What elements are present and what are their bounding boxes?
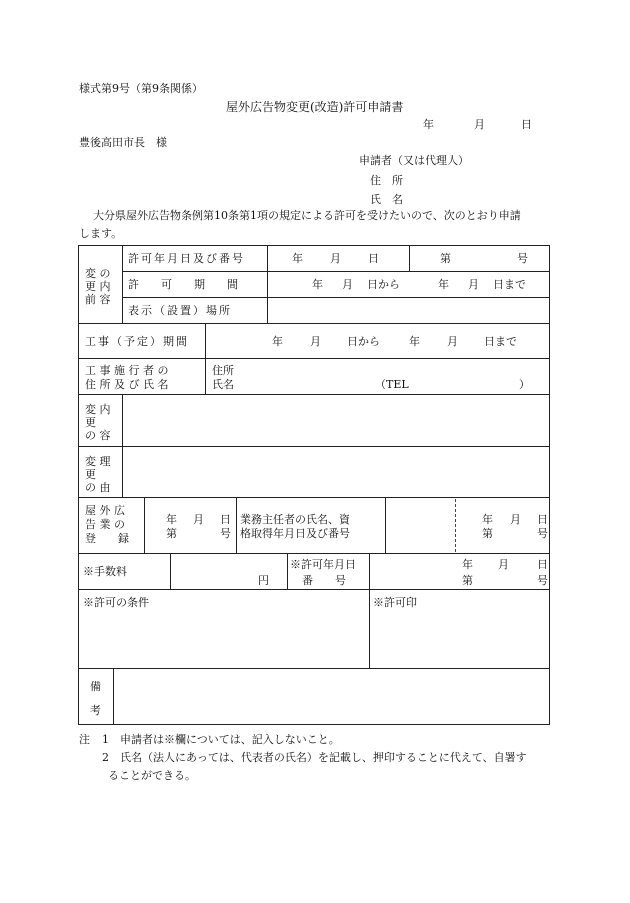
construction-until: 日まで xyxy=(484,335,517,348)
change-content-label-3: の 容 xyxy=(85,429,111,442)
permit-date-number-label: 許可年月日及び番号 xyxy=(128,252,245,265)
date-year: 年 xyxy=(423,118,434,131)
date-day: 日 xyxy=(521,118,532,131)
change-reason-label-2: 更 xyxy=(85,468,96,481)
fee-yen: 円 xyxy=(258,574,269,587)
registration-label-3: 登 録 xyxy=(85,532,129,545)
fee-permit-go: 号 xyxy=(537,574,548,587)
permit-go: 号 xyxy=(517,252,528,265)
contractor-address: 住所 xyxy=(212,364,234,377)
notes-prefix: 注 xyxy=(79,733,90,746)
registration-label-2: 告 業 の xyxy=(85,518,125,531)
registration-month: 月 xyxy=(193,513,204,526)
period-from: 日から xyxy=(367,278,400,291)
contractor-label-1: 工 事 施 行 者 の xyxy=(85,364,169,377)
contractor-tel-close: ） xyxy=(519,378,530,391)
period-until: 日まで xyxy=(493,278,526,291)
applicant-address: 住 所 xyxy=(370,174,403,187)
permit-dai: 第 xyxy=(440,252,451,265)
registration-day: 日 xyxy=(220,513,231,526)
form-number: 様式第9号（第9条関係） xyxy=(79,82,203,95)
construction-month-1: 月 xyxy=(310,335,321,348)
manager-day: 日 xyxy=(537,513,548,526)
fee-permit-day: 日 xyxy=(537,558,548,571)
applicant-label: 申請者（又は代理人） xyxy=(359,154,469,167)
registration-go: 号 xyxy=(220,527,231,540)
applicant-name: 氏 名 xyxy=(370,193,403,206)
before-change-label-3: 前 容 xyxy=(85,293,111,306)
manager-go: 号 xyxy=(537,527,548,540)
form-title: 屋外広告物変更(改造)許可申請書 xyxy=(226,100,404,114)
intro-text-line2: します。 xyxy=(79,227,123,240)
period-year-2: 年 xyxy=(438,278,449,291)
change-content-label-2: 更 xyxy=(85,416,96,429)
fee-permit-year: 年 xyxy=(462,558,473,571)
change-reason-label-3: の 由 xyxy=(85,481,111,494)
before-change-label-2: 更 内 xyxy=(85,280,111,293)
construction-month-2: 月 xyxy=(447,335,458,348)
conditions-label: ※許可の条件 xyxy=(83,596,149,609)
contractor-name: 氏名 xyxy=(212,378,234,391)
manager-year: 年 xyxy=(482,513,493,526)
remarks-label-1: 備 xyxy=(90,680,101,693)
note-1-number: 1 xyxy=(102,733,109,746)
permit-day: 日 xyxy=(368,252,379,265)
note-2-text-line1: 氏名（法人にあっては、代表者の氏名）を記載し、押印することに代えて、自署す xyxy=(120,751,527,764)
construction-period-label: 工事（予定）期間 xyxy=(85,335,189,348)
fee-permit-dai: 第 xyxy=(462,574,473,587)
period-month-2: 月 xyxy=(468,278,479,291)
manager-label-2: 格取得年月日及び番号 xyxy=(240,527,350,540)
note-2-number: 2 xyxy=(102,751,109,764)
period-year-1: 年 xyxy=(312,278,323,291)
fee-permit-label-2: 番 号 xyxy=(302,574,346,587)
fee-label: ※手数料 xyxy=(83,565,127,578)
registration-dai: 第 xyxy=(166,527,177,540)
before-change-label-1: 変 の xyxy=(85,267,111,280)
permit-period-label: 許 可 期 間 xyxy=(128,278,238,291)
registration-label-1: 屋 外 広 xyxy=(85,504,125,517)
permit-stamp-label: ※許可印 xyxy=(373,596,417,609)
change-reason-label-1: 変 理 xyxy=(85,455,111,468)
remarks-label-2: 考 xyxy=(90,704,101,717)
period-month-1: 月 xyxy=(342,278,353,291)
note-1-text: 申請者は※欄については、記入しないこと。 xyxy=(120,733,340,746)
manager-month: 月 xyxy=(510,513,521,526)
intro-text-line1: 大分県屋外広告物条例第10条第1項の規定による許可を受けたいので、次のとおり申請 xyxy=(93,209,521,222)
note-2-text-line2: ることができる。 xyxy=(108,769,196,782)
date-month: 月 xyxy=(474,118,485,131)
fee-permit-month: 月 xyxy=(498,558,509,571)
construction-year-2: 年 xyxy=(409,335,420,348)
fee-permit-label-1: ※許可年月日 xyxy=(290,558,356,571)
contractor-label-2: 住 所 及 び 氏 名 xyxy=(85,378,169,391)
construction-year-1: 年 xyxy=(272,335,283,348)
display-location-label: 表示（設置）場所 xyxy=(128,304,232,317)
manager-label-1: 業務主任者の氏名、資 xyxy=(240,513,350,526)
contractor-tel-open: （TEL xyxy=(375,378,409,391)
change-content-label-1: 変 内 xyxy=(85,403,111,416)
registration-year: 年 xyxy=(166,513,177,526)
manager-dai: 第 xyxy=(482,527,493,540)
construction-from: 日から xyxy=(347,335,380,348)
permit-month: 月 xyxy=(330,252,341,265)
addressee: 豊後高田市長 様 xyxy=(79,136,167,149)
permit-year: 年 xyxy=(292,252,303,265)
